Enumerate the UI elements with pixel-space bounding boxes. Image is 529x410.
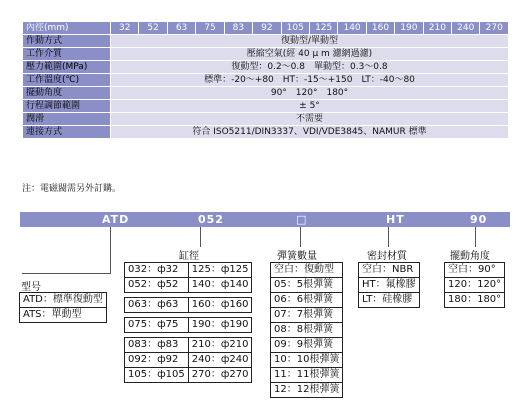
spec-table — [22, 21, 509, 139]
spec-value: 壓縮空氣(經 40 μ m 濾網過濾) — [111, 48, 509, 61]
bore-cell: 83 — [224, 22, 252, 35]
spring-option: 11：11根彈簧 — [271, 368, 343, 383]
spring-option: 12：12根彈簧 — [271, 383, 343, 398]
spring-option: 10：10根彈簧 — [271, 353, 343, 368]
angle-option: 180：180° — [445, 293, 505, 308]
bore-option: 105：ф105 — [125, 368, 189, 383]
angle-title: 擺動角度 — [450, 251, 490, 262]
spec-row — [23, 100, 509, 113]
bore-cell: 125 — [309, 22, 337, 35]
angle-option: 空白：90° — [445, 263, 505, 278]
model-title: 型号 — [21, 282, 41, 293]
spec-label: 工作溫度(℃) — [23, 74, 111, 87]
model-option: ATD：標準復動型 — [20, 293, 107, 308]
spring-option: 06：6根彈簧 — [271, 293, 343, 308]
bore-option: 140：ф140 — [188, 278, 252, 293]
bore-cell: 240 — [452, 22, 480, 35]
code-spring: □ — [296, 213, 308, 226]
spec-row — [23, 35, 509, 48]
spring-option: 07：7根彈簧 — [271, 308, 343, 323]
bore-option: 125：ф125 — [188, 263, 252, 278]
bore-option: 052：ф52 — [125, 278, 189, 293]
spec-label: 連接方式 — [23, 126, 111, 139]
spec-row — [23, 126, 509, 139]
spec-row — [23, 113, 509, 126]
spec-label: 潤滑 — [23, 113, 111, 126]
seal-option: LT：硅橡膠 — [359, 293, 420, 308]
spring-option: 空白：復動型 — [271, 263, 343, 278]
spring-table — [270, 262, 343, 398]
spec-value: 符合 ISO5211/DIN3337、VDI/VDE3845、NAMUR 標準 — [111, 126, 509, 139]
bore-cell: 32 — [111, 22, 139, 35]
spring-option: 09：9根彈簧 — [271, 338, 343, 353]
bore-option: 210：ф210 — [188, 338, 252, 353]
seal-table — [358, 262, 420, 308]
spec-row — [23, 61, 509, 74]
bore-cell: 160 — [366, 22, 394, 35]
spec-header-row — [23, 22, 509, 35]
model-option: ATS：單動型 — [20, 308, 107, 323]
spring-option: 05：5根彈簧 — [271, 278, 343, 293]
bore-cell: 75 — [196, 22, 224, 35]
spec-value: 復動型/單動型 — [111, 35, 509, 48]
connector-line — [22, 273, 111, 274]
bore-cell: 105 — [281, 22, 309, 35]
spec-row — [23, 74, 509, 87]
bore-cell: 63 — [167, 22, 195, 35]
spec-label: 行程調節範圍 — [23, 100, 111, 113]
spec-label: 擺動角度 — [23, 87, 111, 100]
code-bore: 052 — [198, 213, 224, 226]
spec-value: 不需要 — [111, 113, 509, 126]
spec-row — [23, 48, 509, 61]
spec-label: 壓力範圍(MPa) — [23, 61, 111, 74]
code-model: ATD — [102, 213, 130, 226]
spec-row — [23, 87, 509, 100]
spec-value: 復動型：0.2～0.8 單動型：0.3～0.8 — [111, 61, 509, 74]
bore-option: 083：ф83 — [125, 338, 189, 353]
bore-cell: 210 — [423, 22, 451, 35]
bore-option: 063：ф63 — [125, 298, 189, 313]
spec-label: 作動方式 — [23, 35, 111, 48]
order-code-bar — [20, 212, 510, 227]
bore-cell: 140 — [338, 22, 366, 35]
bore-cell: 270 — [480, 22, 509, 35]
bore-table — [124, 262, 252, 383]
spec-bore-label: 內徑(mm) — [23, 22, 111, 35]
seal-option: 空白：NBR — [359, 263, 420, 278]
bore-title: 缸徑 — [179, 251, 199, 262]
seal-title: 密封材質 — [367, 251, 407, 262]
bore-option: 240：ф240 — [188, 353, 252, 368]
code-seal: HT — [386, 213, 405, 226]
bore-option: 075：ф75 — [125, 318, 189, 333]
connector-line — [110, 227, 111, 273]
bore-cell: 92 — [253, 22, 281, 35]
spec-label: 工作介質 — [23, 48, 111, 61]
footnote: 注：電磁閥需另外訂購。 — [22, 184, 122, 194]
angle-table — [444, 262, 505, 308]
code-angle: 90 — [470, 213, 488, 226]
bore-cell: 190 — [395, 22, 423, 35]
angle-option: 120：120° — [445, 278, 505, 293]
spring-option: 08：8根彈簧 — [271, 323, 343, 338]
connector-line — [388, 227, 389, 247]
spec-value: 標準：-20～+80 HT：-15～+150 LT：-40～80 — [111, 74, 509, 87]
spring-title: 彈簧數量 — [277, 251, 317, 262]
connector-line — [300, 227, 301, 247]
spec-value: 90° 120° 180° — [111, 87, 509, 100]
connector-line — [200, 227, 201, 247]
bore-option: 270：ф270 — [188, 368, 252, 383]
connector-line — [475, 227, 476, 247]
bore-option: 092：ф92 — [125, 353, 189, 368]
bore-cell: 52 — [139, 22, 167, 35]
bore-option: 160：ф160 — [188, 298, 252, 313]
bore-option: 190：ф190 — [188, 318, 252, 333]
seal-option: HT：氟橡膠 — [359, 278, 420, 293]
bore-option: 032：ф32 — [125, 263, 189, 278]
model-table — [19, 292, 107, 323]
spec-value: ± 5° — [111, 100, 509, 113]
